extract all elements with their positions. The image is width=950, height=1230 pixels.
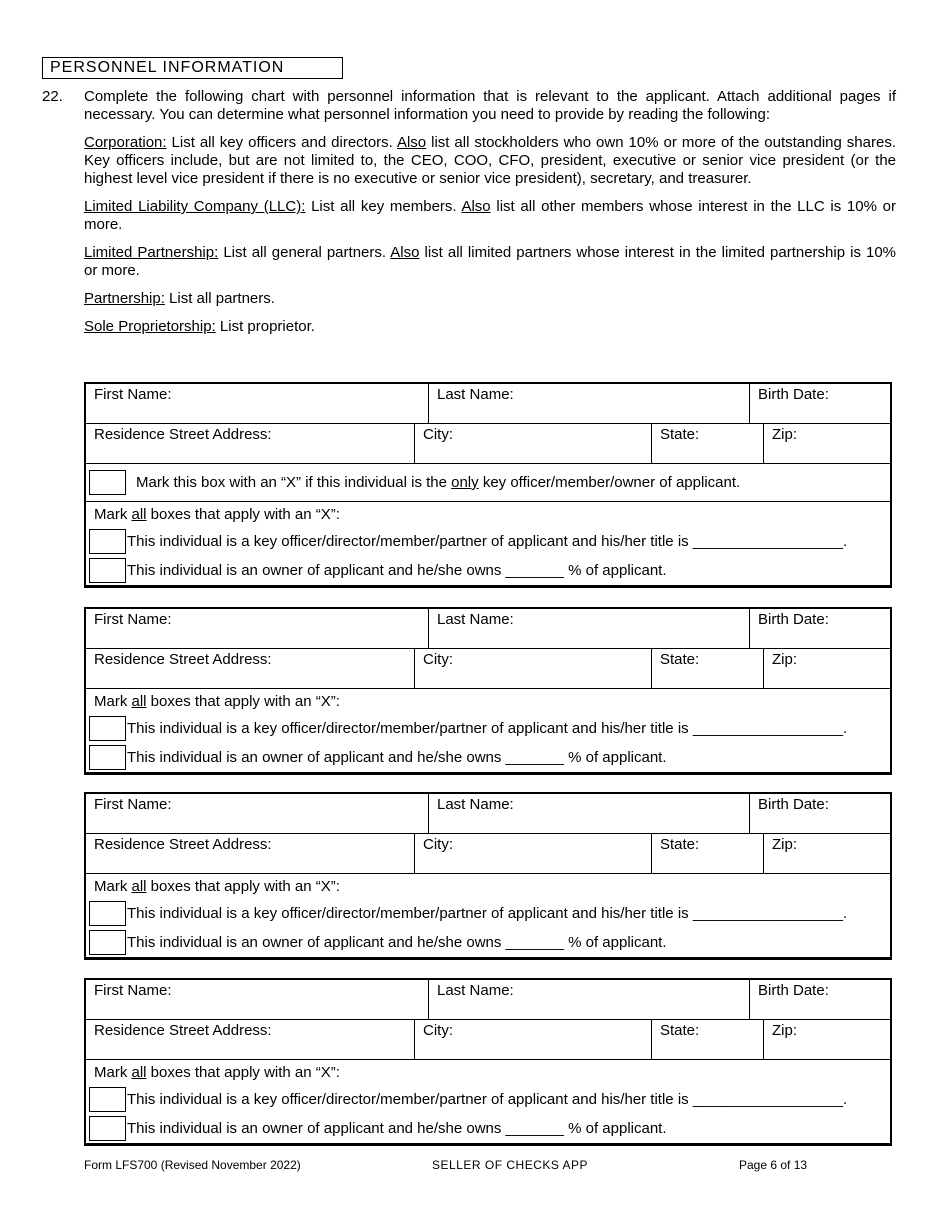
first-name-field[interactable]: First Name:: [94, 796, 172, 813]
address-field[interactable]: Residence Street Address:: [94, 1022, 272, 1039]
mark-heading: Mark all boxes that apply with an “X”:: [94, 878, 340, 895]
first-name-field[interactable]: First Name:: [94, 611, 172, 628]
birth-date-field[interactable]: Birth Date:: [749, 980, 890, 1019]
mark-area: [86, 689, 890, 772]
instructions-sole: Sole Proprietorship: List proprietor.: [84, 318, 315, 335]
zip-field[interactable]: Zip:: [763, 649, 890, 688]
birth-date-field[interactable]: Birth Date:: [749, 794, 890, 833]
owner-label: This individual is an owner of applicant and he/she owns _______ % of applicant.: [127, 749, 667, 766]
owner-line: [86, 743, 890, 772]
city-field[interactable]: City:: [414, 649, 651, 688]
only-owner-label: Mark this box with an “X” if this individual is the only key officer/member/owner of applicant.: [136, 474, 741, 491]
owner-checkbox[interactable]: [89, 558, 126, 583]
city-field[interactable]: City:: [414, 1020, 651, 1059]
officer-line: [86, 1085, 890, 1114]
personnel-block: [84, 792, 892, 960]
city-field[interactable]: City:: [414, 834, 651, 873]
address-row: [86, 649, 890, 689]
last-name-field[interactable]: Last Name:: [428, 384, 749, 423]
name-row: [86, 609, 890, 649]
personnel-block: [84, 607, 892, 775]
birth-date-field[interactable]: Birth Date:: [749, 609, 890, 648]
question-number: 22.: [42, 88, 63, 105]
address-row: [86, 834, 890, 874]
owner-label: This individual is an owner of applicant and he/she owns _______ % of applicant.: [127, 934, 667, 951]
footer-form-id: Form LFS700 (Revised November 2022): [84, 1158, 301, 1172]
mark-area: [86, 874, 890, 957]
owner-line: [86, 1114, 890, 1143]
officer-line: [86, 714, 890, 743]
personnel-block: [84, 978, 892, 1146]
name-row: [86, 794, 890, 834]
officer-line: [86, 527, 890, 556]
last-name-field[interactable]: Last Name:: [428, 609, 749, 648]
instructions-corporation: Corporation: List all key officers and directors. Also list all stockholders who own 10% or more of the outstanding shares. Key officers include, but are not limited to, the CEO, COO, CFO, president, executive or senior vice president (or the highest level vice president if there is no executive or senior vice president), secretary, and treasurer.: [84, 134, 896, 187]
owner-line: [86, 928, 890, 957]
birth-date-field[interactable]: Birth Date:: [749, 384, 890, 423]
owner-label: This individual is an owner of applicant and he/she owns _______ % of applicant.: [127, 1120, 667, 1137]
mark-area: [86, 502, 890, 585]
mark-area: [86, 1060, 890, 1143]
mark-heading: Mark all boxes that apply with an “X”:: [94, 693, 340, 710]
personnel-block: [84, 382, 892, 588]
name-row: [86, 384, 890, 424]
owner-line: [86, 556, 890, 585]
only-owner-checkbox[interactable]: [89, 470, 126, 495]
address-field[interactable]: Residence Street Address:: [94, 651, 272, 668]
address-row: [86, 424, 890, 464]
city-field[interactable]: City:: [414, 424, 651, 463]
officer-label: This individual is a key officer/director/member/partner of applicant and his/her title is __________________.: [127, 905, 848, 922]
last-name-field[interactable]: Last Name:: [428, 794, 749, 833]
zip-field[interactable]: Zip:: [763, 424, 890, 463]
address-field[interactable]: Residence Street Address:: [94, 836, 272, 853]
first-name-field[interactable]: First Name:: [94, 386, 172, 403]
instructions-intro: Complete the following chart with personnel information that is relevant to the applicant. Attach additional pages if necessary. You can determine what personnel information you need to provide by reading the following:: [84, 88, 896, 123]
section-title: PERSONNEL INFORMATION: [42, 57, 343, 79]
mark-heading: Mark all boxes that apply with an “X”:: [94, 1064, 340, 1081]
only-owner-row: [86, 464, 890, 502]
officer-checkbox[interactable]: [89, 529, 126, 554]
zip-field[interactable]: Zip:: [763, 1020, 890, 1059]
address-row: [86, 1020, 890, 1060]
instructions: [84, 88, 896, 346]
officer-label: This individual is a key officer/director/member/partner of applicant and his/her title is __________________.: [127, 1091, 848, 1108]
instructions-lp: Limited Partnership: List all general partners. Also list all limited partners whose interest in the limited partnership is 10% or more.: [84, 244, 897, 279]
address-field[interactable]: Residence Street Address:: [94, 426, 272, 443]
officer-checkbox[interactable]: [89, 1087, 126, 1112]
owner-checkbox[interactable]: [89, 930, 126, 955]
state-field[interactable]: State:: [651, 1020, 763, 1059]
officer-checkbox[interactable]: [89, 716, 126, 741]
officer-checkbox[interactable]: [89, 901, 126, 926]
footer-app-name: SELLER OF CHECKS APP: [432, 1158, 589, 1172]
footer-page-number: Page 6 of 13: [739, 1158, 808, 1172]
officer-label: This individual is a key officer/director/member/partner of applicant and his/her title is __________________.: [127, 720, 848, 737]
state-field[interactable]: State:: [651, 834, 763, 873]
instructions-partnership: Partnership: List all partners.: [84, 290, 275, 307]
first-name-field[interactable]: First Name:: [94, 982, 172, 999]
owner-checkbox[interactable]: [89, 1116, 126, 1141]
name-row: [86, 980, 890, 1020]
officer-label: This individual is a key officer/director/member/partner of applicant and his/her title is __________________.: [127, 533, 848, 550]
zip-field[interactable]: Zip:: [763, 834, 890, 873]
owner-checkbox[interactable]: [89, 745, 126, 770]
officer-line: [86, 899, 890, 928]
owner-label: This individual is an owner of applicant and he/she owns _______ % of applicant.: [127, 562, 667, 579]
instructions-llc: Limited Liability Company (LLC): List all key members. Also list all other members whose interest in the LLC is 10% or more.: [84, 198, 896, 233]
last-name-field[interactable]: Last Name:: [428, 980, 749, 1019]
mark-heading: Mark all boxes that apply with an “X”:: [94, 506, 340, 523]
state-field[interactable]: State:: [651, 424, 763, 463]
state-field[interactable]: State:: [651, 649, 763, 688]
